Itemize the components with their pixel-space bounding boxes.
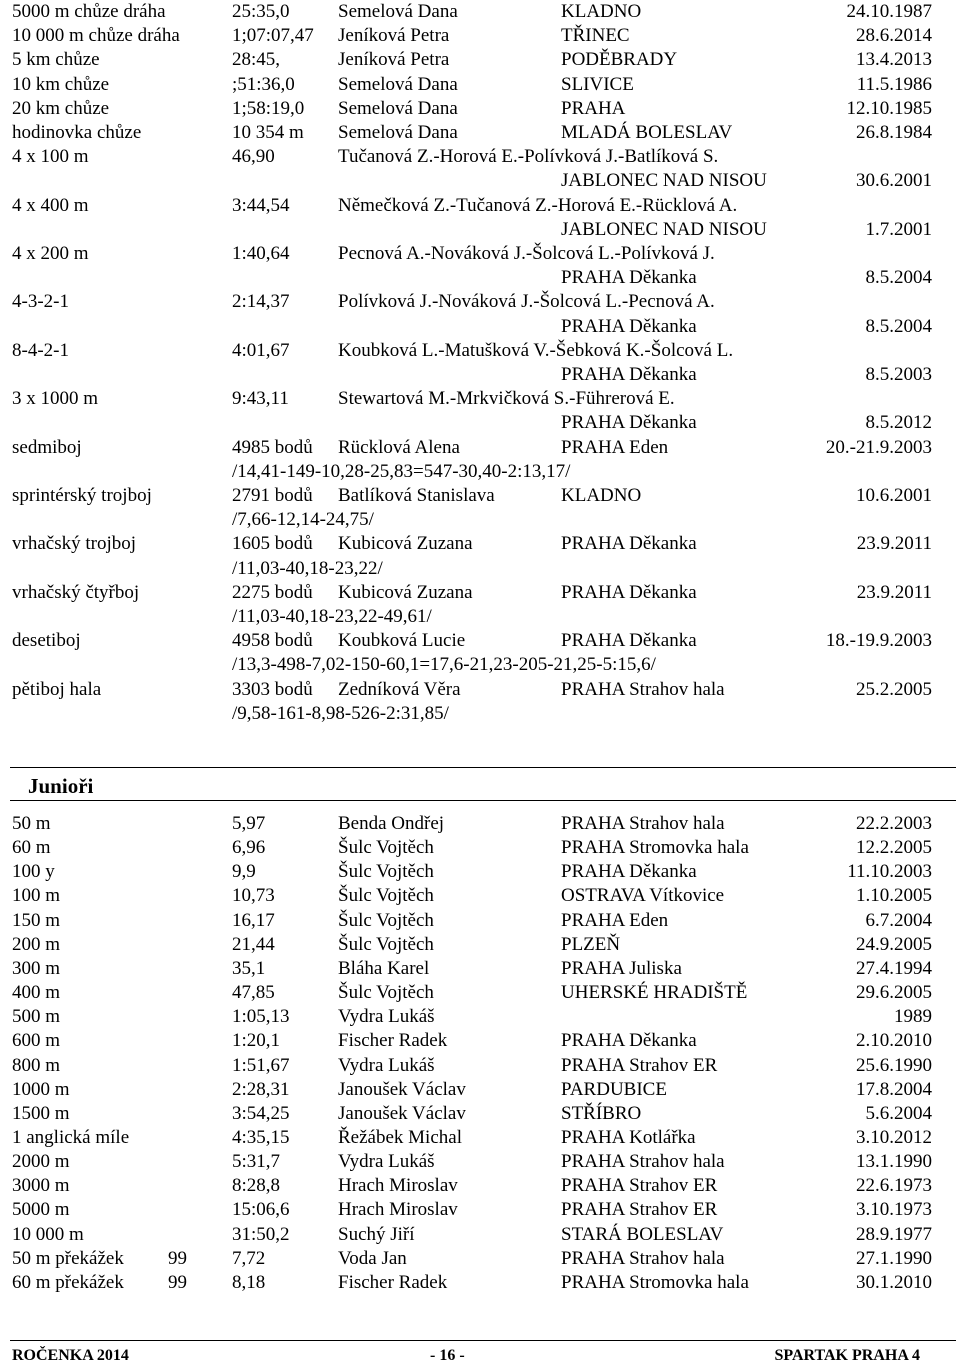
venue-cell: PRAHA Děkanka <box>561 581 697 603</box>
athlete-cell: Jeníková Petra <box>338 25 450 47</box>
venue-cell: PRAHA <box>561 97 626 119</box>
discipline-cell: 8-4-2-1 <box>12 339 69 361</box>
discipline-cell: 200 m <box>12 933 61 955</box>
table-row <box>0 315 960 339</box>
table-row <box>0 145 960 169</box>
venue-cell: PRAHA Děkanka <box>561 412 697 434</box>
table-row <box>0 532 960 556</box>
table-row <box>0 1126 960 1150</box>
result-cell: 8,18 <box>232 1271 266 1293</box>
athlete-cell: Polívková J.-Nováková J.-Šolcová L.-Pecnová A. <box>338 291 715 313</box>
venue-cell: PRAHA Děkanka <box>561 364 697 385</box>
discipline-cell: 60 m <box>12 837 51 859</box>
discipline-cell: 1 anglická míle <box>12 1126 130 1148</box>
result-cell: 4985 bodů <box>232 436 313 458</box>
table-row <box>0 387 960 411</box>
section-title-juniors: Junioři <box>28 774 94 798</box>
discipline-cell: 1000 m <box>12 1078 70 1100</box>
date-cell: 1.7.2001 <box>865 218 932 240</box>
discipline-cell: 100 y <box>12 861 55 883</box>
date-cell: 8.5.2004 <box>865 315 932 337</box>
result-cell: 47,85 <box>232 982 275 1004</box>
table-row <box>0 121 960 145</box>
result-cell: 1605 bodů <box>232 533 313 555</box>
result-cell: 9:43,11 <box>232 388 289 410</box>
date-cell: 11.5.1986 <box>856 73 932 95</box>
date-cell: 8.5.2012 <box>865 412 932 434</box>
table-row <box>0 653 960 677</box>
athlete-cell: Vydra Lukáš <box>338 1006 435 1028</box>
result-cell: 6,96 <box>232 837 266 859</box>
table-row <box>0 363 960 387</box>
athlete-cell: Janoušek Václav <box>338 1078 466 1100</box>
date-cell: 1989 <box>894 1006 932 1028</box>
result-cell: 3:54,25 <box>232 1102 290 1124</box>
venue-cell: TŘINEC <box>561 25 630 47</box>
athlete-cell: Hrach Miroslav <box>338 1199 458 1221</box>
table-row <box>0 1054 960 1078</box>
footer-club-name: SPARTAK PRAHA 4 <box>774 1347 920 1364</box>
discipline-cell: 20 km chůze <box>12 97 110 119</box>
result-cell: 4958 bodů <box>232 630 313 652</box>
date-cell: 23.9.2011 <box>856 533 932 555</box>
discipline-cell: desetiboj <box>12 630 81 652</box>
athlete-cell: Batlíková Stanislava <box>338 485 495 506</box>
discipline-cell: vrhačský trojboj <box>12 533 137 555</box>
athlete-cell: Koubková L.-Matušková V.-Šebková K.-Šolcová L. <box>338 339 734 361</box>
date-cell: 28.6.2014 <box>856 25 932 47</box>
result-cell: 10,73 <box>232 885 275 907</box>
result-cell: /7,66-12,14-24,75/ <box>232 509 374 531</box>
result-cell: 15:06,6 <box>232 1199 290 1221</box>
venue-cell: PRAHA Děkanka <box>561 1030 697 1052</box>
table-row <box>0 860 960 884</box>
venue-cell: PRAHA Stromovka hala <box>561 1271 749 1293</box>
athlete-cell: Vydra Lukáš <box>338 1151 435 1173</box>
venue-cell: SLIVICE <box>561 73 634 95</box>
discipline-cell: sedmiboj <box>12 436 82 458</box>
discipline-cell: 10 000 m <box>12 1223 84 1245</box>
athlete-cell: Vydra Lukáš <box>338 1054 435 1076</box>
result-cell: 35,1 <box>232 957 266 979</box>
date-cell: 22.2.2003 <box>856 813 932 834</box>
table-row <box>0 1005 960 1029</box>
venue-cell: PARDUBICE <box>561 1078 667 1100</box>
discipline-cell: 5000 m <box>12 1199 70 1221</box>
date-cell: 25.2.2005 <box>856 678 932 700</box>
athlete-cell: Kubicová Zuzana <box>338 533 473 555</box>
table-row <box>0 836 960 860</box>
date-cell: 2.10.2010 <box>856 1030 932 1052</box>
athlete-cell: Suchý Jiří <box>338 1223 415 1245</box>
table-row <box>0 218 960 242</box>
discipline-cell: 10 km chůze <box>12 73 110 95</box>
table-row <box>0 508 960 532</box>
athlete-cell: Tučanová Z.-Horová E.-Polívková J.-Batlíková S. <box>338 146 719 168</box>
venue-cell: STŘÍBRO <box>561 1102 642 1124</box>
date-cell: 27.1.1990 <box>856 1247 932 1269</box>
date-cell: 12.10.1985 <box>846 97 932 119</box>
result-cell: 2275 bodů <box>232 581 313 603</box>
athlete-cell: Voda Jan <box>338 1247 407 1269</box>
venue-cell: PRAHA Eden <box>561 436 669 458</box>
table-row <box>0 1198 960 1222</box>
discipline-cell: 800 m <box>12 1054 61 1076</box>
athlete-cell: Benda Ondřej <box>338 813 445 834</box>
table-row <box>0 290 960 314</box>
table-row <box>0 48 960 72</box>
venue-cell: PRAHA Stromovka hala <box>561 837 749 859</box>
table-row <box>0 1247 960 1271</box>
discipline-cell: 60 m překážek <box>12 1271 124 1293</box>
date-cell: 17.8.2004 <box>856 1078 932 1100</box>
table-row <box>0 169 960 193</box>
result-cell: 21,44 <box>232 933 275 955</box>
table-row <box>0 0 960 24</box>
discipline-cell: 600 m <box>12 1030 61 1052</box>
table-row <box>0 957 960 981</box>
date-cell: 24.10.1987 <box>846 1 932 22</box>
date-cell: 25.6.1990 <box>856 1054 932 1076</box>
venue-cell: PRAHA Strahov ER <box>561 1175 718 1197</box>
date-cell: 30.6.2001 <box>856 170 932 192</box>
venue-cell: JABLONEC NAD NISOU <box>561 218 767 240</box>
discipline-cell: pětiboj hala <box>12 678 102 700</box>
venue-cell: KLADNO <box>561 485 642 506</box>
result-cell: 3:44,54 <box>232 194 290 216</box>
athlete-cell: Šulc Vojtěch <box>338 909 434 931</box>
date-cell: 22.6.1973 <box>856 1175 932 1197</box>
table-row <box>0 884 960 908</box>
athlete-cell: Semelová Dana <box>338 122 458 143</box>
athlete-cell: Šulc Vojtěch <box>338 885 434 907</box>
result-cell: 28:45, <box>232 49 281 71</box>
table-row <box>0 194 960 218</box>
venue-cell: PRAHA Eden <box>561 909 669 931</box>
age-note-cell: 99 <box>168 1271 187 1293</box>
table-row <box>0 1223 960 1247</box>
footer-page-number: - 16 - <box>430 1347 465 1364</box>
date-cell: 8.5.2004 <box>865 267 932 289</box>
athlete-cell: Pecnová A.-Nováková J.-Šolcová L.-Polívková J. <box>338 243 715 264</box>
discipline-cell: 4 x 400 m <box>12 194 89 216</box>
athlete-cell: Stewartová M.-Mrkvičková S.-Führerová E. <box>338 388 675 410</box>
result-cell: 1:51,67 <box>232 1054 290 1076</box>
result-cell: ;51:36,0 <box>232 73 295 95</box>
result-cell: /11,03-40,18-23,22-49,61/ <box>232 606 432 627</box>
date-cell: 28.9.1977 <box>856 1223 932 1245</box>
section-divider-top <box>10 767 956 768</box>
section-divider-bottom <box>10 800 956 801</box>
athlete-cell: Šulc Vojtěch <box>338 837 434 859</box>
date-cell: 6.7.2004 <box>865 909 932 931</box>
athlete-cell: Janoušek Václav <box>338 1102 466 1124</box>
athlete-cell: Šulc Vojtěch <box>338 982 434 1004</box>
table-row <box>0 1102 960 1126</box>
date-cell: 5.6.2004 <box>865 1102 932 1124</box>
athlete-cell: Zedníková Věra <box>338 678 461 700</box>
discipline-cell: 5000 m chůze dráha <box>12 1 166 22</box>
venue-cell: PRAHA Strahov hala <box>561 1151 725 1173</box>
discipline-cell: 4 x 200 m <box>12 243 89 264</box>
discipline-cell: 1500 m <box>12 1102 70 1124</box>
discipline-cell: 300 m <box>12 957 61 979</box>
venue-cell: PRAHA Děkanka <box>561 861 697 883</box>
athlete-cell: Semelová Dana <box>338 73 458 95</box>
table-row <box>0 1174 960 1198</box>
table-row <box>0 24 960 48</box>
table-row <box>0 605 960 629</box>
result-cell: 2:14,37 <box>232 291 290 313</box>
discipline-cell: 3 x 1000 m <box>12 388 99 410</box>
athlete-cell: Fischer Radek <box>338 1271 448 1293</box>
result-cell: /13,3-498-7,02-150-60,1=17,6-21,23-205-21,25-5:15,6/ <box>232 654 656 676</box>
date-cell: 18.-19.9.2003 <box>825 630 932 652</box>
date-cell: 1.10.2005 <box>856 885 932 907</box>
venue-cell: PRAHA Strahov hala <box>561 813 725 834</box>
footer-yearbook-title: ROČENKA 2014 <box>12 1347 129 1364</box>
table-row <box>0 266 960 290</box>
athlete-cell: Fischer Radek <box>338 1030 448 1052</box>
athlete-cell: Bláha Karel <box>338 957 430 979</box>
result-cell: 5:31,7 <box>232 1151 281 1173</box>
date-cell: 11.10.2003 <box>847 861 932 883</box>
venue-cell: PRAHA Strahov ER <box>561 1199 718 1221</box>
discipline-cell: 500 m <box>12 1006 61 1028</box>
discipline-cell: 5 km chůze <box>12 49 100 71</box>
result-cell: 1:20,1 <box>232 1030 281 1052</box>
discipline-cell: 150 m <box>12 909 61 931</box>
table-row <box>0 436 960 460</box>
table-row <box>0 1029 960 1053</box>
table-row <box>0 557 960 581</box>
athlete-cell: Řežábek Michal <box>338 1126 462 1148</box>
venue-cell: UHERSKÉ HRADIŠTĚ <box>561 982 748 1004</box>
athlete-cell: Semelová Dana <box>338 1 458 22</box>
venue-cell: PODĚBRADY <box>561 49 678 71</box>
athlete-cell: Hrach Miroslav <box>338 1175 458 1197</box>
venue-cell: PRAHA Strahov ER <box>561 1054 718 1076</box>
venue-cell: PLZEŇ <box>561 933 621 955</box>
result-cell: /14,41-149-10,28-25,83=547-30,40-2:13,17/ <box>232 460 571 482</box>
venue-cell: MLADÁ BOLESLAV <box>561 122 733 143</box>
athlete-cell: Němečková Z.-Tučanová Z.-Horová E.-Rücklová A. <box>338 194 738 216</box>
result-cell: 25:35,0 <box>232 1 290 22</box>
table-row <box>0 933 960 957</box>
result-cell: 1:05,13 <box>232 1006 290 1028</box>
result-cell: 8:28,8 <box>232 1175 281 1197</box>
result-cell: 5,97 <box>232 813 266 834</box>
table-row <box>0 411 960 435</box>
result-cell: 9,9 <box>232 861 256 883</box>
date-cell: 20.-21.9.2003 <box>825 436 932 458</box>
age-note-cell: 99 <box>168 1247 187 1269</box>
table-row <box>0 909 960 933</box>
date-cell: 3.10.1973 <box>856 1199 932 1221</box>
discipline-cell: 4-3-2-1 <box>12 291 69 313</box>
venue-cell: PRAHA Kotlářka <box>561 1126 696 1148</box>
table-row <box>0 702 960 726</box>
result-cell: 2:28,31 <box>232 1078 290 1100</box>
venue-cell: PRAHA Strahov hala <box>561 1247 725 1269</box>
result-cell: 1;07:07,47 <box>232 25 314 47</box>
discipline-cell: 3000 m <box>12 1175 70 1197</box>
venue-cell: KLADNO <box>561 1 642 22</box>
table-row <box>0 981 960 1005</box>
result-cell: 16,17 <box>232 909 275 931</box>
discipline-cell: 4 x 100 m <box>12 146 89 168</box>
venue-cell: JABLONEC NAD NISOU <box>561 170 767 192</box>
date-cell: 10.6.2001 <box>856 485 932 506</box>
athlete-cell: Kubicová Zuzana <box>338 581 473 603</box>
discipline-cell: 50 m <box>12 813 51 834</box>
date-cell: 13.4.2013 <box>856 49 932 71</box>
venue-cell: PRAHA Strahov hala <box>561 678 725 700</box>
date-cell: 3.10.2012 <box>856 1126 932 1148</box>
table-row <box>0 1078 960 1102</box>
result-cell: 3303 bodů <box>232 678 313 700</box>
date-cell: 23.9.2011 <box>856 581 932 603</box>
date-cell: 12.2.2005 <box>856 837 932 859</box>
discipline-cell: 50 m překážek <box>12 1247 124 1269</box>
table-row <box>0 678 960 702</box>
discipline-cell: sprintérský trojboj <box>12 485 152 506</box>
result-cell: 1;58:19,0 <box>232 97 305 119</box>
page-footer <box>0 1345 960 1367</box>
venue-cell: PRAHA Juliska <box>561 957 682 979</box>
date-cell: 30.1.2010 <box>856 1271 932 1293</box>
table-row <box>0 581 960 605</box>
venue-cell: PRAHA Děkanka <box>561 533 697 555</box>
table-row <box>0 484 960 508</box>
discipline-cell: 400 m <box>12 982 61 1004</box>
table-row <box>0 629 960 653</box>
table-row <box>0 1271 960 1295</box>
athlete-cell: Koubková Lucie <box>338 630 466 652</box>
table-row <box>0 97 960 121</box>
venue-cell: PRAHA Děkanka <box>561 315 697 337</box>
result-cell: 4:35,15 <box>232 1126 290 1148</box>
venue-cell: PRAHA Děkanka <box>561 630 697 652</box>
result-cell: 1:40,64 <box>232 243 290 264</box>
result-cell: 4:01,67 <box>232 339 290 361</box>
athlete-cell: Rücklová Alena <box>338 436 460 458</box>
athlete-cell: Šulc Vojtěch <box>338 861 434 883</box>
table-row <box>0 1150 960 1174</box>
result-cell: 7,72 <box>232 1247 266 1269</box>
table-row <box>0 812 960 836</box>
date-cell: 29.6.2005 <box>856 982 932 1004</box>
result-cell: /9,58-161-8,98-526-2:31,85/ <box>232 702 449 724</box>
date-cell: 13.1.1990 <box>856 1151 932 1173</box>
discipline-cell: 100 m <box>12 885 61 907</box>
athlete-cell: Šulc Vojtěch <box>338 933 434 955</box>
venue-cell: PRAHA Děkanka <box>561 267 697 289</box>
discipline-cell: vrhačský čtyřboj <box>12 581 140 603</box>
athlete-cell: Semelová Dana <box>338 97 458 119</box>
discipline-cell: hodinovka chůze <box>12 122 142 143</box>
discipline-cell: 2000 m <box>12 1151 70 1173</box>
venue-cell: OSTRAVA Vítkovice <box>561 885 725 907</box>
venue-cell: STARÁ BOLESLAV <box>561 1223 724 1245</box>
table-row <box>0 460 960 484</box>
result-cell: 10 354 m <box>232 122 304 143</box>
result-cell: /11,03-40,18-23,22/ <box>232 557 383 579</box>
discipline-cell: 10 000 m chůze dráha <box>12 25 180 47</box>
result-cell: 46,90 <box>232 146 275 168</box>
footer-divider <box>10 1340 956 1341</box>
table-row <box>0 242 960 266</box>
table-row <box>0 73 960 97</box>
athlete-cell: Jeníková Petra <box>338 49 450 71</box>
result-cell: 31:50,2 <box>232 1223 290 1245</box>
date-cell: 24.9.2005 <box>856 933 932 955</box>
table-row <box>0 339 960 363</box>
date-cell: 27.4.1994 <box>856 957 932 979</box>
date-cell: 8.5.2003 <box>865 364 932 385</box>
date-cell: 26.8.1984 <box>856 122 932 143</box>
result-cell: 2791 bodů <box>232 485 313 506</box>
